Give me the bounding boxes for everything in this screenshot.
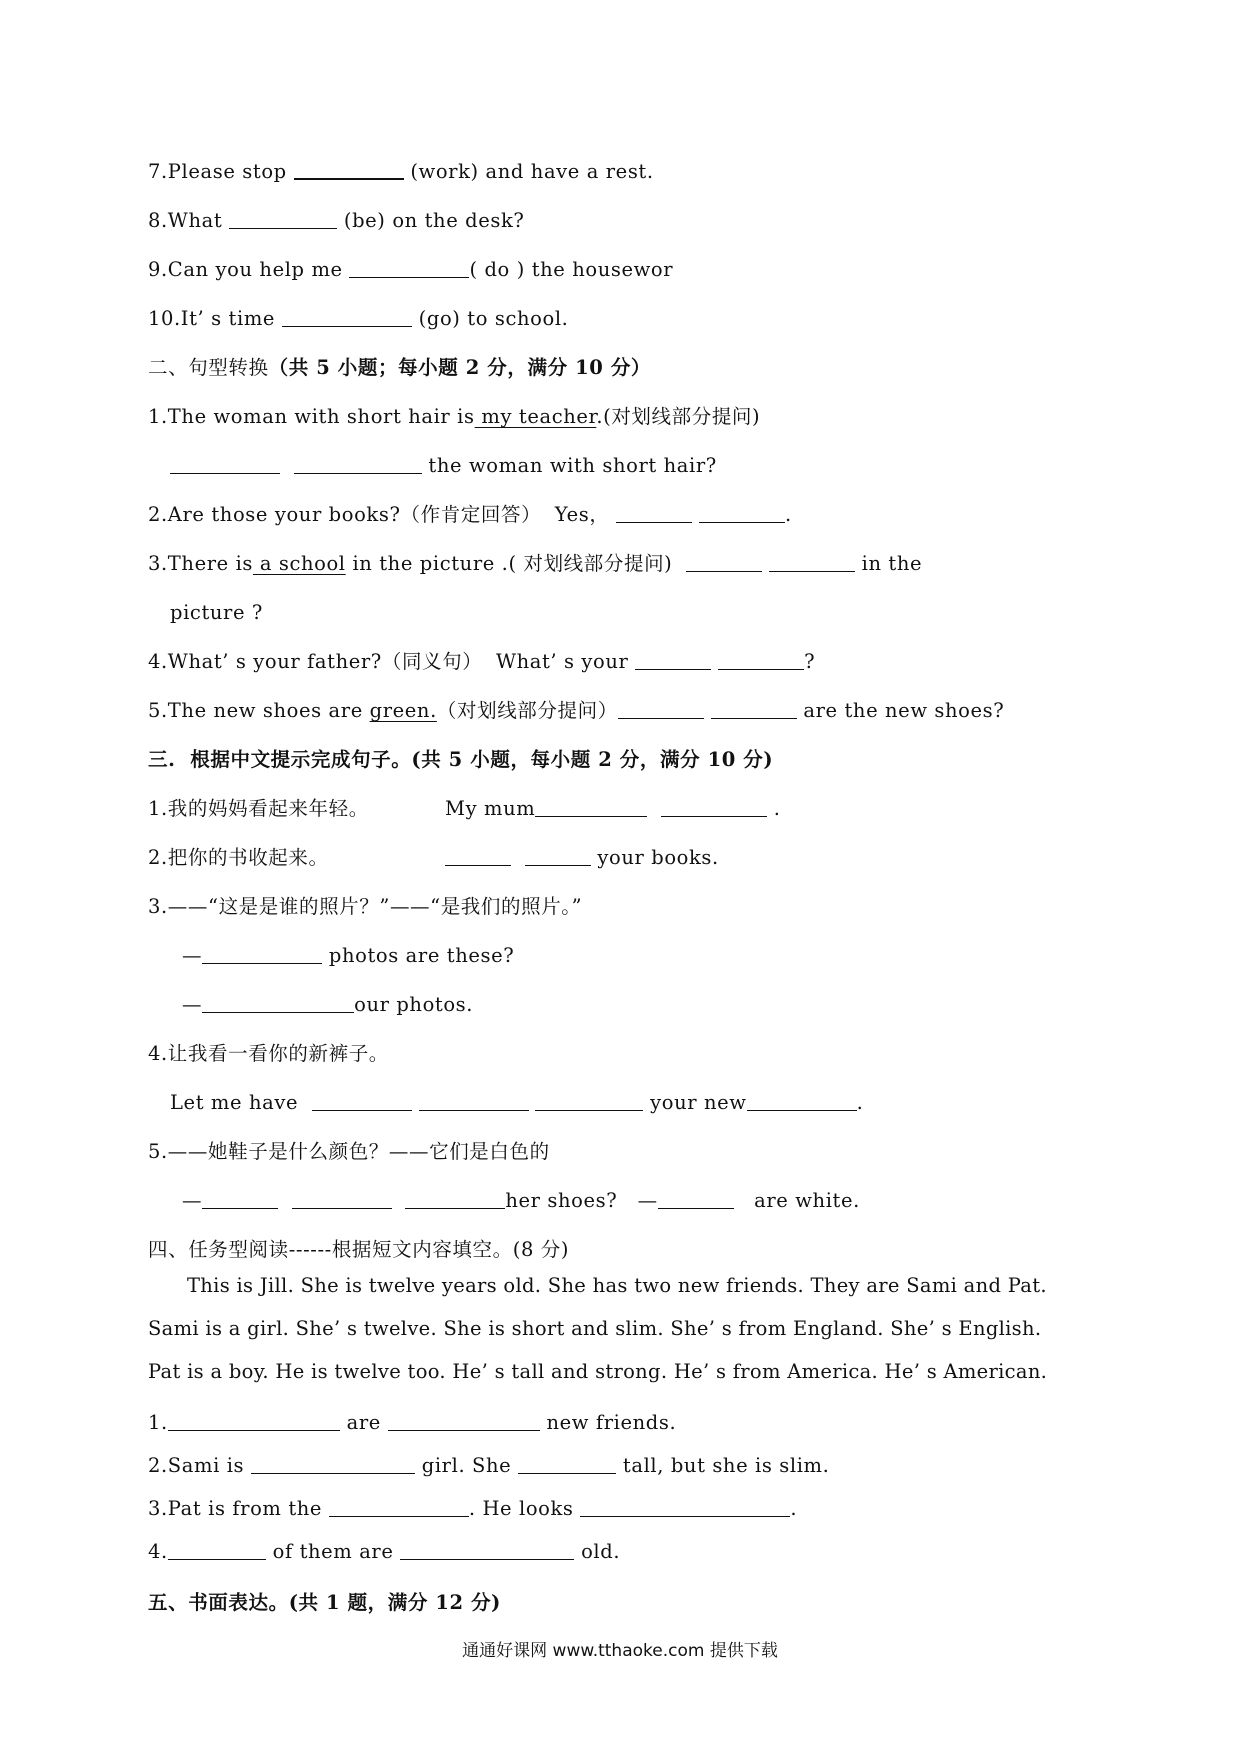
s2q2-blank-1 <box>616 521 692 523</box>
s2q5-text-b: （对划线部分提问） <box>436 699 618 722</box>
s4q4-text-a: 4. <box>148 1540 168 1563</box>
s3q2-chinese: 2.把你的书收起来。 <box>148 846 329 869</box>
s2q5-text-c: are the new shoes? <box>796 699 1005 722</box>
question-8 <box>148 211 524 231</box>
s2-question-2 <box>148 505 792 525</box>
s2-question-5 <box>148 701 1004 721</box>
s4q3-text-b: . He looks <box>468 1497 581 1520</box>
s4-question-3 <box>148 1499 797 1519</box>
question-9 <box>148 260 673 280</box>
s2q1-blank-2 <box>294 472 422 474</box>
s3q4-text-a: Let me have <box>170 1091 312 1114</box>
s2q1-text-b: .(对划线部分提问) <box>596 405 761 428</box>
passage-line-2: Sami is a girl. She’ s twelve. She is short and slim. She’ s from England. She’ s English. <box>148 1317 1042 1340</box>
s4q2-text-b: girl. She <box>414 1454 519 1477</box>
s3q2-english-text: your books. <box>590 846 719 869</box>
s3q2-blank-2 <box>525 864 591 866</box>
s3q2-blank-1 <box>445 864 511 866</box>
s3q3-line2-text: our photos. <box>354 993 474 1016</box>
s3q4-blank-3 <box>535 1109 643 1111</box>
s2q4-text-a: 4.What’ s your father?（同义句） What’ s your <box>148 650 636 673</box>
question-10 <box>148 309 568 329</box>
s3q1-blank-1 <box>535 815 647 817</box>
s2q2-blank-2 <box>699 521 785 523</box>
s3q1-english-text: My mum <box>445 797 536 820</box>
page-footer: 通通好课网 www.tthaoke.com 提供下载 <box>462 1641 778 1661</box>
s2q3-blank-1 <box>686 570 762 572</box>
s3-question-3: 3.——“这是是谁的照片？”——“是我们的照片。” <box>148 895 583 918</box>
s4q1-text-a: 1. <box>148 1411 168 1434</box>
q10-text-b: (go) to school. <box>411 307 569 330</box>
s2q3-text-c: in the <box>854 552 923 575</box>
s2q5-blank-1 <box>618 717 704 719</box>
s4-question-4 <box>148 1542 620 1562</box>
s3-question-1-english <box>445 799 781 819</box>
s2q3-text-b: in the picture .( 对划线部分提问) <box>345 552 686 575</box>
s3-question-2 <box>148 848 329 868</box>
reading-passage <box>148 1264 1098 1393</box>
s3q3-dash-1: — <box>182 944 203 967</box>
s2q2-text-b: . <box>785 503 792 526</box>
s2-question-3 <box>148 554 922 574</box>
s2-question-1-answer <box>170 456 717 476</box>
passage-line-1: This is Jill. She is twelve years old. She has two new friends. They are Sami and Pat. <box>148 1274 1047 1297</box>
s4-question-1 <box>148 1413 676 1433</box>
s4q3-text-c: . <box>790 1497 798 1520</box>
s3q4-text-b: your new <box>643 1091 747 1114</box>
s2q5-underlined: green. <box>369 699 437 722</box>
s2q3-underlined: a school <box>253 552 346 575</box>
s3q1-blank-2 <box>661 815 767 817</box>
passage-line-3: Pat is a boy. He is twelve too. He’ s tall and strong. He’ s from America. He’ s American. <box>148 1360 1048 1383</box>
s4q1-blank-1 <box>168 1429 340 1431</box>
q10-text-a: 10.It’ s time <box>148 307 282 330</box>
q7-text-a: 7.Please stop <box>148 160 294 183</box>
question-7 <box>148 162 654 182</box>
s3q5-blank-1 <box>202 1207 278 1209</box>
s3q3-blank-1 <box>202 962 322 964</box>
section5-title: 五、书面表达。(共 1 题，满分 12 分) <box>148 1591 502 1614</box>
s4q1-text-b: are <box>339 1411 388 1434</box>
s2-question-4 <box>148 652 815 672</box>
s2q4-text-b: ? <box>804 650 816 673</box>
s3-question-2-english <box>445 848 719 868</box>
s4q2-blank-2 <box>518 1472 616 1474</box>
s4q3-text-a: 3.Pat is from the <box>148 1497 329 1520</box>
s4q1-text-c: new friends. <box>539 1411 677 1434</box>
section4-title: 四、任务型阅读------根据短文内容填空。(8 分) <box>148 1238 570 1261</box>
s3q4-blank-4 <box>747 1109 857 1111</box>
s2q4-blank-2 <box>718 668 804 670</box>
s4q2-blank-1 <box>251 1472 415 1474</box>
s3q1-end: . <box>766 797 781 820</box>
q7-blank <box>294 177 404 180</box>
s2q1-text-a: 1.The woman with short hair is <box>148 405 475 428</box>
s4q2-text-a: 2.Sami is <box>148 1454 251 1477</box>
s4q3-blank-2 <box>580 1515 790 1517</box>
s2q1-blank-1 <box>170 472 280 474</box>
s2q2-text-a: 2.Are those your books?（作肯定回答） Yes， <box>148 503 617 526</box>
s4q4-text-c: old. <box>574 1540 621 1563</box>
s2q3-text-a: 3.There is <box>148 552 254 575</box>
s4-question-2 <box>148 1456 829 1476</box>
q9-text-b: ( do ) the housewor <box>469 258 674 281</box>
section3-title: 三. 根据中文提示完成句子。(共 5 小题，每小题 2 分，满分 10 分) <box>148 748 774 771</box>
s3q1-chinese: 1.我的妈妈看起来年轻。 <box>148 797 369 820</box>
section2-title-b: （共 5 小题；每小题 2 分，满分 10 分） <box>268 356 652 379</box>
s3q3-line1-text: photos are these? <box>322 944 515 967</box>
s3-question-3-line1 <box>182 946 514 966</box>
s3-question-5: 5.——她鞋子是什么颜色？——它们是白色的 <box>148 1140 550 1163</box>
s4q4-text-b: of them are <box>265 1540 401 1563</box>
s2q1-answer-text: the woman with short hair? <box>421 454 717 477</box>
s4q4-blank-2 <box>400 1558 574 1560</box>
s3q3-dash-2: — <box>182 993 203 1016</box>
q10-blank <box>282 325 412 327</box>
s2q4-blank-1 <box>635 668 711 670</box>
s3-question-1 <box>148 799 369 819</box>
s3q5-blank-3 <box>405 1207 505 1209</box>
s3-question-4-english <box>170 1093 863 1113</box>
s4q1-blank-2 <box>388 1429 540 1431</box>
q9-blank <box>349 276 469 278</box>
q8-blank <box>229 227 337 229</box>
q7-text-b: (work) and have a rest. <box>403 160 654 183</box>
s3-question-5-english <box>182 1191 860 1211</box>
s2-question-1 <box>148 407 760 427</box>
s4q2-text-c: tall, but she is slim. <box>616 1454 830 1477</box>
s3-question-4: 4.让我看一看你的新裤子。 <box>148 1042 389 1065</box>
s2-question-3-cont: picture ? <box>170 601 263 624</box>
s2q3-blank-2 <box>769 570 855 572</box>
s4q4-blank-1 <box>168 1558 266 1560</box>
s3q4-end: . <box>856 1091 864 1114</box>
s3q4-blank-1 <box>312 1109 412 1111</box>
s3q4-blank-2 <box>419 1109 529 1111</box>
s3-question-3-line2 <box>182 995 473 1015</box>
q8-text-b: (be) on the desk? <box>337 209 525 232</box>
s2q5-blank-2 <box>711 717 797 719</box>
s3q5-text-a: her shoes? — <box>505 1189 658 1212</box>
section2-title <box>148 358 651 378</box>
s3q5-text-b: are white. <box>747 1189 860 1212</box>
q9-text-a: 9.Can you help me <box>148 258 350 281</box>
s3q5-dash: — <box>182 1189 203 1212</box>
s3q5-blank-2 <box>292 1207 392 1209</box>
s3q5-blank-4 <box>658 1207 734 1209</box>
s3q3-blank-2 <box>202 1011 354 1013</box>
s4q3-blank-1 <box>329 1515 469 1517</box>
s2q1-underlined: my teacher <box>474 405 597 428</box>
q8-text-a: 8.What <box>148 209 230 232</box>
s2q5-text-a: 5.The new shoes are <box>148 699 370 722</box>
section2-title-a: 二、句型转换 <box>148 356 269 379</box>
